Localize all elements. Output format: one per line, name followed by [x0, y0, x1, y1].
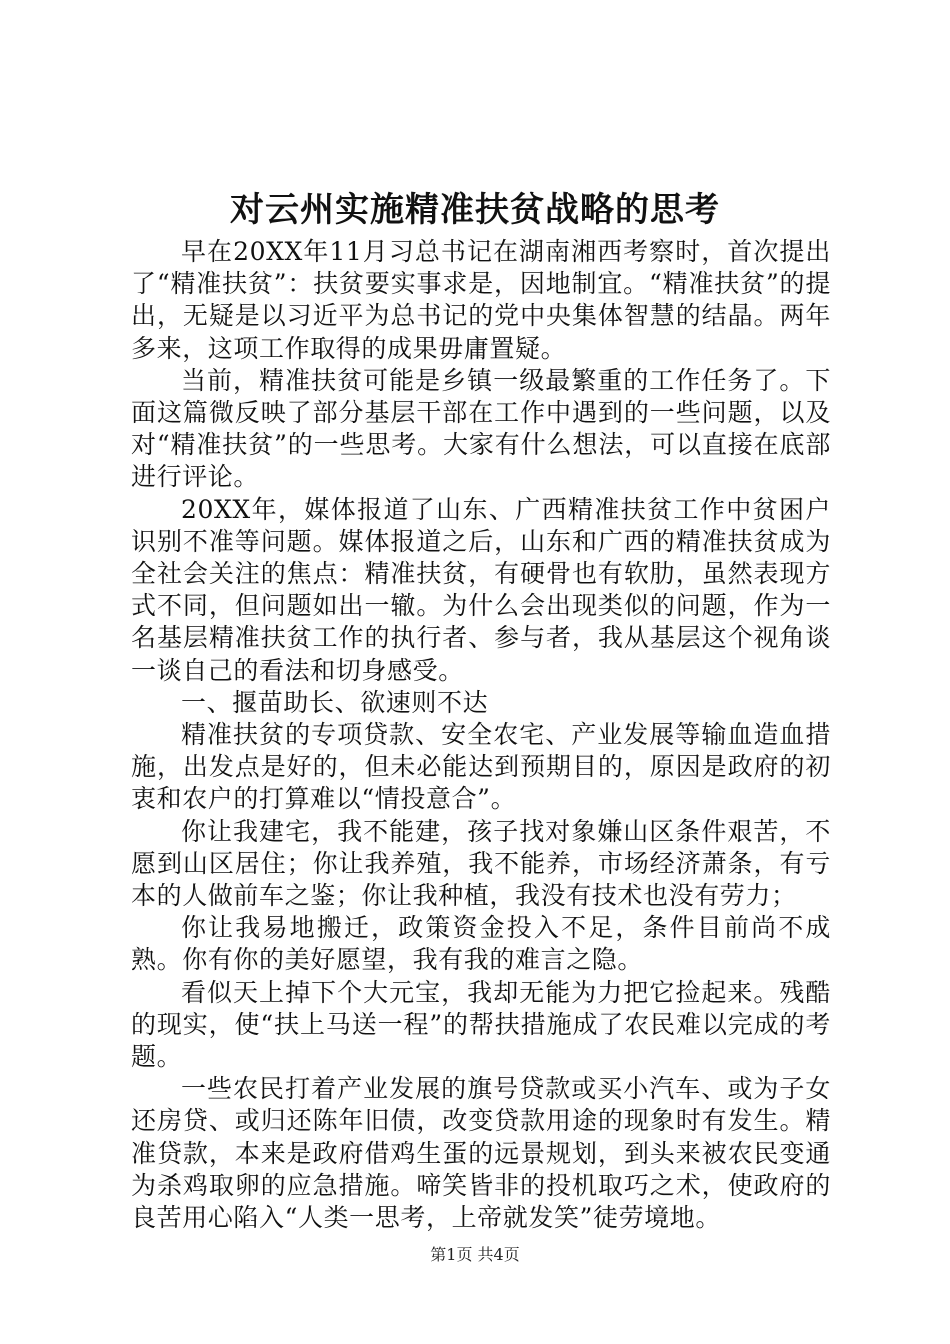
document-title: 对云州实施精准扶贫战略的思考 [230, 190, 720, 230]
paragraph: 精准扶贫的专项贷款、安全农宅、产业发展等输血造血措施，出发点是好的，但未必能达到预期目的，原因是政府的初衷和农户的打算难以“情投意合”。 [131, 720, 831, 814]
paragraph: 20XX年，媒体报道了山东、广西精准扶贫工作中贫困户识别不准等问题。媒体报道之后，山东和广西的精准扶贫成为全社会关注的焦点：精准扶贫，有硬骨也有软肋，虽然表现方式不同，但问题如出一辙。为什么会出现类似的问题，作为一名基层精准扶贫工作的执行者、参与者，我从基层这个视角谈一谈自己的看法和切身感受。 [131, 494, 831, 685]
paragraph: 你让我易地搬迁，政策资金投入不足，条件目前尚不成熟。你有你的美好愿望，我有我的难言之隐。 [131, 913, 831, 975]
paragraph: 一些农民打着产业发展的旗号贷款或买小汽车、或为子女还房贷、或归还陈年旧债，改变贷款用途的现象时有发生。精准贷款，本来是政府借鸡生蛋的远景规划，到头来被农民变通为杀鸡取卵的应急措施。啼笑皆非的投机取巧之术，使政府的良苦用心陷入“人类一思考，上帝就发笑”徒劳境地。 [131, 1074, 831, 1233]
page-number-footer: 第1页 共4页 [430, 1245, 520, 1264]
paragraph: 早在20XX年11月习总书记在湖南湘西考察时，首次提出了“精准扶贫”：扶贫要实事求是，因地制宜。“精准扶贫”的提出，无疑是以习近平为总书记的党中央集体智慧的结晶。两年多来，这项工作取得的成果毋庸置疑。 [131, 237, 831, 363]
document-body [131, 236, 831, 1234]
paragraph: 当前，精准扶贫可能是乡镇一级最繁重的工作任务了。下面这篇微反映了部分基层干部在工作中遇到的一些问题，以及对“精准扶贫”的一些思考。大家有什么想法，可以直接在底部进行评论。 [131, 365, 831, 492]
section-heading: 一、揠苗助长、欲速则不达 [181, 687, 489, 717]
paragraph: 看似天上掉下个大元宝，我却无能为力把它捡起来。残酷的现实，使“扶上马送一程”的帮扶措施成了农民难以完成的考题。 [131, 977, 831, 1072]
paragraph: 你让我建宅，我不能建，孩子找对象嫌山区条件艰苦，不愿到山区居住；你让我养殖，我不能养，市场经济萧条，有亏本的人做前车之鉴；你让我种植，我没有技术也没有劳力； [131, 816, 831, 911]
